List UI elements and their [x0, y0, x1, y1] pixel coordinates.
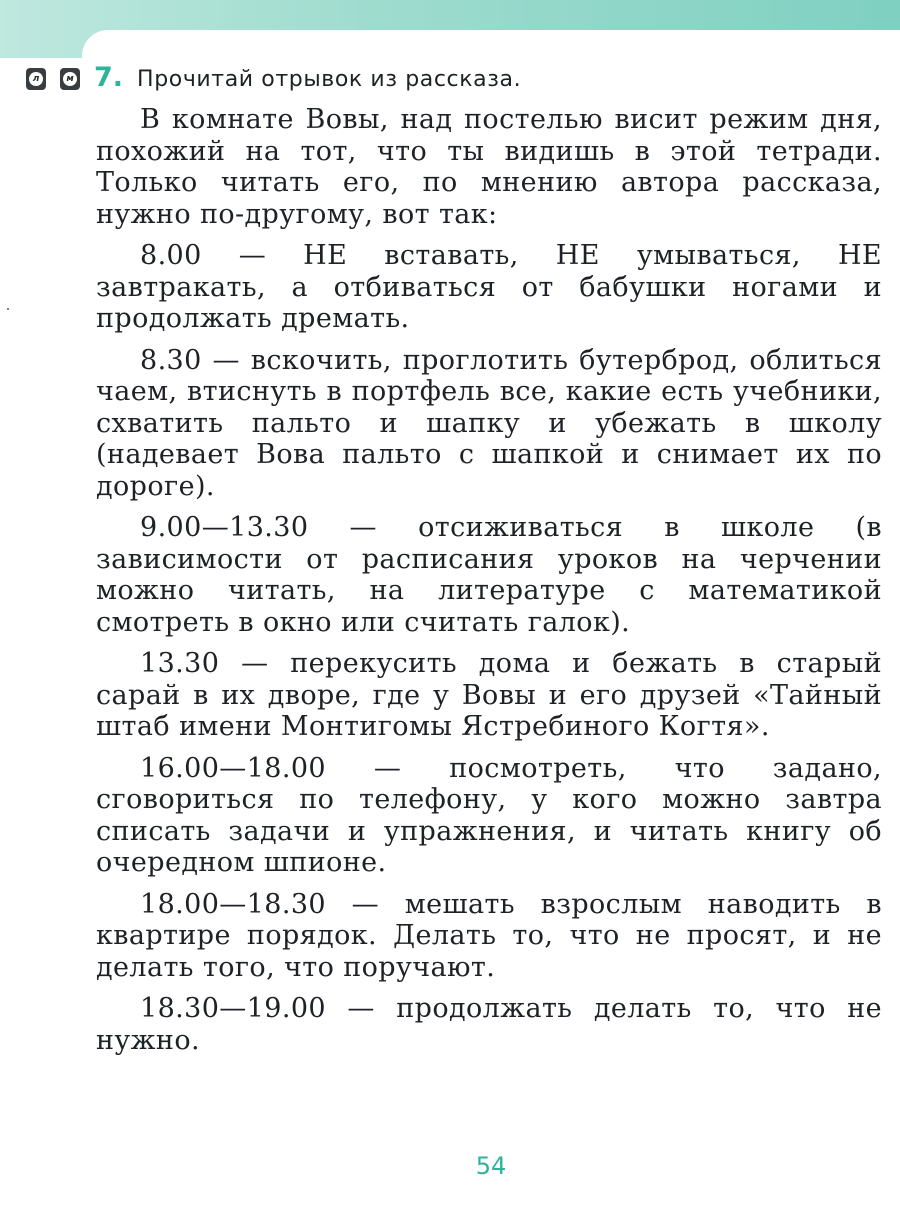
task-header — [94, 62, 894, 98]
schedule-entry-1600: 16.00—18.00 — посмотреть, что задано, сговориться по телефону, у кого можно завтра списать задачи и упражнения, и читать книгу об очередном шпионе. — [96, 752, 882, 878]
meta-skill-icon: м — [60, 68, 80, 90]
intro-paragraph: В комнате Вовы, над постелью висит режим дня, похожий на тот, что ты видишь в этой тетради. Только читать его, по мнению автора рассказа, нужно по-другому, вот так: — [96, 104, 882, 230]
schedule-entry-1330: 13.30 — перекусить дома и бежать в старый сарай в их дворе, где у Вовы и его друзей «Тайный штаб имени Монтигомы Ястребиного Когтя». — [96, 648, 882, 742]
schedule-entry-1830: 18.30—19.00 — продолжать делать то, что не нужно. — [96, 993, 882, 1056]
schedule-entry-0900: 9.00—13.30 — отсиживаться в школе (в зависимости от расписания уроков на черчении можно читать, на литературе с математикой смотреть в окно или считать галок). — [96, 512, 882, 638]
schedule-entry-0830: 8.30 — вскочить, проглотить бутерброд, облиться чаем, втиснуть в портфель все, какие есть учебники, схватить пальто и шапку и убежать в школу (надевает Вова пальто с шапкой и снимает их по дороге). — [96, 344, 882, 502]
task-number: 7. — [94, 62, 124, 93]
page-number: 54 — [475, 1152, 507, 1180]
reading-skill-icon: л — [26, 68, 46, 90]
task-instruction: Прочитай отрывок из рассказа. — [137, 67, 522, 92]
schedule-entry-0800: 8.00 — НЕ вставать, НЕ умываться, НЕ завтракать, а отбиваться от бабушки ногами и продолжать дремать. — [96, 240, 882, 334]
schedule-entry-1800: 18.00—18.30 — мешать взрослым наводить в квартире порядок. Делать то, что не просят, и не делать того, что поручают. — [96, 888, 882, 983]
story-excerpt — [96, 104, 882, 1066]
print-speck — [7, 308, 9, 310]
left-margin — [0, 58, 82, 1200]
